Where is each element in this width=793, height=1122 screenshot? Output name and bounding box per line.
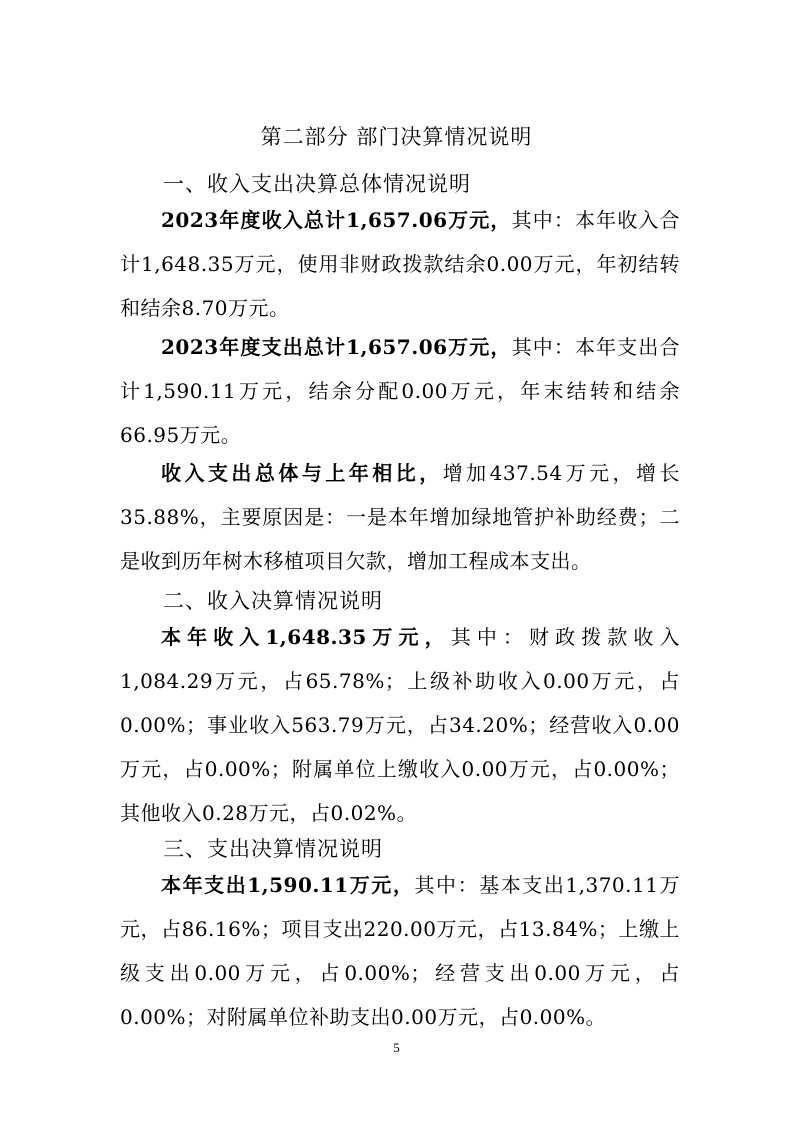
paragraph-body: 其中：财政拨款收入1,084.29万元，占65.78%；上级补助收入0.00万元，占0.00%；事业收入563.79万元，占34.20%；经营收入0.00万元，占0.00%；附属单位上缴收入0.00万元，占0.00%；其他收入0.28万元，占0.02%。 <box>120 625 681 825</box>
section-heading-overall: 一、收入支出决算总体情况说明 <box>163 172 471 196</box>
paragraph-lead: 2023年度收入总计1,657.06万元， <box>161 208 512 232</box>
paragraph-lead: 本年支出1,590.11万元， <box>161 873 415 897</box>
paragraph-lead: 本年收入1,648.35万元， <box>161 625 451 649</box>
paragraph-expense-total <box>120 325 680 457</box>
paragraph-expense-detail <box>120 863 680 1039</box>
paragraph-body: 其中：基本支出1,370.11万元，占86.16%；项目支出220.00万元，占13.84%；上缴上级支出0.00万元，占0.00%；经营支出0.00万元，占0.00%；对附属单位补助支出0.00万元，占0.00%。 <box>120 873 681 1029</box>
paragraph-income-detail <box>120 615 680 835</box>
paragraph-body: 其中：本年支出合计1,590.11万元，结余分配0.00万元，年末结转和结余66.95万元。 <box>120 335 680 447</box>
section-heading-income: 二、收入决算情况说明 <box>163 589 383 613</box>
paragraph-lead: 收入支出总体与上年相比， <box>161 461 443 485</box>
paragraph-body: 其中：本年收入合计1,648.35万元，使用非财政拨款结余0.00万元，年初结转和结余8.70万元。 <box>120 208 680 320</box>
paragraph-lead: 2023年度支出总计1,657.06万元， <box>161 335 512 359</box>
paragraph-body: 增加437.54万元，增长35.88%，主要原因是：一是本年增加绿地管护补助经费；二是收到历年树木移植项目欠款，增加工程成本支出。 <box>120 461 681 573</box>
page-number: 5 <box>393 1040 400 1055</box>
section-heading-expense: 三、支出决算情况说明 <box>163 837 383 861</box>
page-title: 第二部分 部门决算情况说明 <box>260 125 533 149</box>
paragraph-year-comparison <box>120 451 680 583</box>
paragraph-income-total <box>120 198 680 330</box>
